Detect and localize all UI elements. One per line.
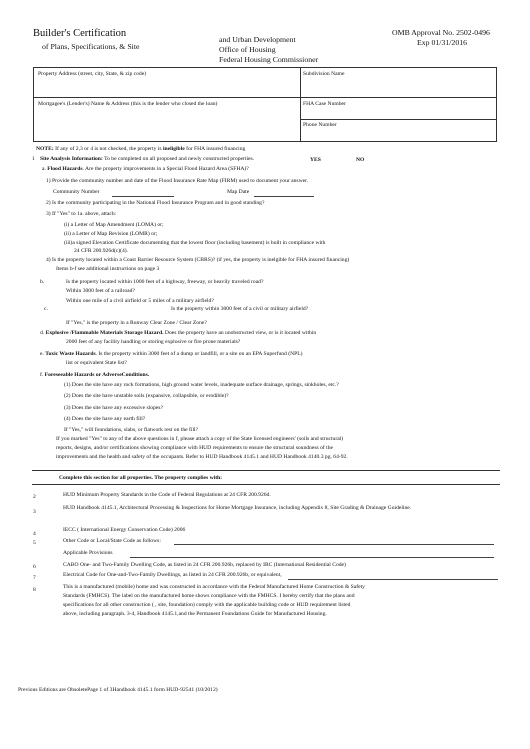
toxic-waste-title: Toxic Waste Hazards [45, 351, 96, 357]
item-4-text: IECC ( International Energy Conservation Code) 2006 [63, 527, 186, 533]
subdivision-field[interactable] [302, 79, 495, 95]
mortgagee-field[interactable] [36, 109, 298, 140]
railroad-question: Within 3000 feet of a railroad? [66, 288, 135, 294]
note-text: If any of 2,3 or 4 is not checked, the property is [53, 146, 163, 152]
rock-formations-question: (1) Does the site have any rock formations, high ground water levels, inadequate surface drainage, springs, sinkholes, etc.? [64, 382, 339, 388]
cbrs-question: 4) Is the property located within a Coast Barrier Resource System (CBRS)? (if yes, the property is inelgible for FHA insured financing) [46, 257, 350, 263]
toxic-waste-question [40, 351, 303, 358]
omb-approval: OMB Approval No. 2502-0496 [392, 28, 490, 37]
item-6-number: 6 [33, 564, 36, 570]
item-3-text: HUD Handbook 4145.1, Architectural Processing & Inspections for Home Mortgage Insurance, including Appendix 8, Site Grading & Drainage Guideline. [63, 505, 412, 511]
form-title: Builder's Certification [33, 28, 127, 39]
expiration-date: Exp 01/31/2016 [417, 38, 468, 47]
item-6-text: CABO One- and Two-Family Dwelling Code, as listed in 24 CFR 200.926b, replaced by IRC (International Residential Code) [63, 562, 346, 568]
map-date-field[interactable] [254, 196, 314, 197]
property-address-label: Property Address (street, city, State, & zip code) [38, 71, 147, 77]
unstable-soils-question: (2) Does the site have unstable soils (expansive, collapsible, or erodible)? [64, 393, 229, 399]
excessive-slopes-question: (3) Does the site have any excessive slopes? [64, 405, 163, 411]
loma-option: (i) a Letter of Map Amendment (LOMA) or; [64, 222, 164, 228]
explosive-hazard-title: Explosive /Flammable Materials Storage Hazard. [45, 330, 164, 336]
fha-case-field[interactable] [302, 109, 495, 118]
engineer-report-line-3: improvements and the health and safety of the occupants. Refer to HUD Handbook 4145.1 and HUD Handbook 4140.3 pg. 64-92. [56, 454, 348, 460]
airfield-mile-question: Within one mile of a civil airfield or 5 miles of a military airfield? [66, 298, 214, 304]
item-8-text-1: This is a manufactured (mobile) home and was constructed in accordance with the Federal Manufactured Home Construction & Safety [63, 584, 365, 590]
subdivision-label: Subdivision Name [303, 71, 345, 77]
page-footer: Previous Editions are ObsoletePage 1 of 3Handbook 4145.1 form HUD-92541 (10/2012) [18, 687, 218, 693]
applicable-provisions-field[interactable] [130, 557, 494, 558]
fill-foundation-question: If "Yes," will foundations, slabs, or flatwork rest on the fill? [64, 427, 199, 433]
item-8-text-2: Standards (FMHCS). The label on the manufactured home shows compliance with the FMHCS. I hereby certify that the plans and [63, 593, 355, 599]
elevation-certificate-cfr: 24 CFR 200.926d(c)(4). [74, 248, 129, 254]
map-date-label: Map Date [227, 189, 250, 195]
explosive-hazard-text: Does the property have an unobstructed view, or is it located within [163, 330, 317, 336]
clear-zone-question: If "Yes," is the property in a Runway Clear Zone / Clear Zone? [66, 320, 207, 326]
table-row-divider [300, 119, 497, 120]
item-2-text: HUD Minimum Property Standards in the Code of Federal Regulations at 24 CFR 200.926d. [63, 492, 271, 498]
applicable-provisions-label: Applicable Provisions [63, 550, 113, 556]
item-8-number: 8 [33, 587, 36, 593]
eligibility-note [36, 146, 245, 153]
explosive-hazard-question [40, 330, 316, 337]
item-b-letter: b. [40, 279, 45, 285]
lomr-option: (ii) a Letter of Map Revision (LOMR) or; [64, 231, 158, 237]
foreseeable-hazards-heading [40, 372, 149, 379]
toxic-waste-text: . Is the property within 3000 feet of a dump or landfill, or a site on an EPA Superfund (NPL) [95, 351, 303, 357]
agency-line-1: and Urban Development [219, 35, 296, 44]
item-7-number: 7 [33, 575, 36, 581]
table-row-divider [33, 97, 497, 98]
item-f-letter: f. [40, 372, 45, 378]
mortgagee-label: Mortgagee's (Lender's) Name & Address (this is the lender who closed the loan) [38, 101, 218, 107]
item-8-text-3: specifications for all other construction ( , site, foundation) comply with the applicable building code or HUD requirement listed [63, 602, 351, 608]
yes-column-header: YES [310, 157, 321, 163]
note-bold: ineligible [162, 146, 185, 152]
elevation-certificate-option: (iii)a signed Elevation Certificate documenting that the lowest floor (including basement) is built in compliance with [64, 240, 326, 246]
section-2-heading: Complete this section for all properties. The property complies with: [59, 475, 223, 481]
item-3-number: 3 [33, 509, 36, 515]
item-c-letter: c. [44, 306, 48, 312]
property-address-field[interactable] [36, 79, 298, 95]
fha-case-label: FHA Case Number [303, 101, 346, 107]
note-prefix: NOTE: [36, 146, 54, 152]
items-note: Items b-f see additional instructions on page 3 [56, 266, 160, 272]
earth-fill-question: (4) Does the site have any earth fill? [64, 416, 146, 422]
item-5-number: 5 [33, 540, 36, 546]
highway-question: Is the property located within 1000 feet of a highway, freeway, or heavily traveled road? [66, 279, 264, 285]
phone-label: Phone Number [303, 122, 337, 128]
flood-hazards-text: . Are the property improvements in a Special Flood Hazard Area (SFHA)? [82, 166, 249, 172]
section-1-instructions: To be completed on all proposed and newly constructed properties. [102, 156, 255, 162]
community-number-field[interactable] [112, 196, 174, 197]
form-subtitle: of Plans, Specifications, & Site [42, 42, 140, 51]
other-code-field[interactable] [174, 544, 494, 545]
section-divider [32, 470, 500, 471]
item-4-number: 4 [33, 531, 36, 537]
item-7-text: Electrical Code for One-and-Two-Family Dwellings, as listed in 24 CFR 200.926b, or equivalent, [63, 572, 282, 578]
equivalent-code-field[interactable] [288, 579, 498, 580]
table-divider [300, 67, 301, 142]
nfip-question: 2) Is the community participating in the National Flood Insurance Program and in good standing? [46, 200, 265, 206]
item-5-text: Other Code or Local/State Code as follows: [63, 538, 161, 544]
agency-line-2: Office of Housing [219, 45, 276, 54]
item-2-number: 2 [33, 494, 36, 500]
section-1-heading [40, 156, 254, 163]
section-divider [32, 484, 500, 485]
item-8-text-4: above, including paragraph. 3-4, Handbook 4145.1,and the Permanent Foundations Guide for Manufactured Housing. [63, 611, 327, 617]
community-number-label: Community Number [53, 189, 100, 195]
section-1-title: Site Analysis Information: [40, 156, 103, 162]
attachments-question: 3) If "Yes" to 1a. above, attach: [46, 211, 117, 217]
firm-question: 1) Provide the community number and date of the Flood Insurance Rate Map (FIRM) used to document your answer. [46, 178, 309, 184]
foreseeable-hazards-title: Foreseeable Hazards or AdverseConditions. [44, 372, 150, 378]
item-a-letter: a. [42, 166, 48, 172]
engineer-report-line-1: If you marked "Yes" to any of the above questions in f, please attach a copy of the State licensed engineers' (soils and structural) [56, 436, 344, 442]
phone-field[interactable] [302, 130, 495, 140]
note-text-2: for FHA insured financing [184, 146, 246, 152]
agency-line-3: Federal Housing Commissioner [219, 55, 319, 64]
flood-hazards-question [42, 166, 249, 173]
section-1-number: 1 [32, 156, 35, 162]
item-d-letter: d. [40, 330, 46, 336]
explosive-hazard-text-2: 2000 feet of any facility handling or storing explosive or fire prone materials? [66, 339, 241, 345]
toxic-waste-text-2: list or equivalent State list? [66, 360, 127, 366]
no-column-header: NO [356, 157, 365, 163]
item-e-letter: e. [40, 351, 46, 357]
engineer-report-line-2: reports, designs, and/or certifications showing compliance with HUD requirements to ensure the structural soundness of the [56, 445, 333, 451]
flood-hazards-title: Flood Hazards [47, 166, 83, 172]
airfield-question: Is the property within 3000 feet of a civil or military airfield? [171, 306, 309, 312]
